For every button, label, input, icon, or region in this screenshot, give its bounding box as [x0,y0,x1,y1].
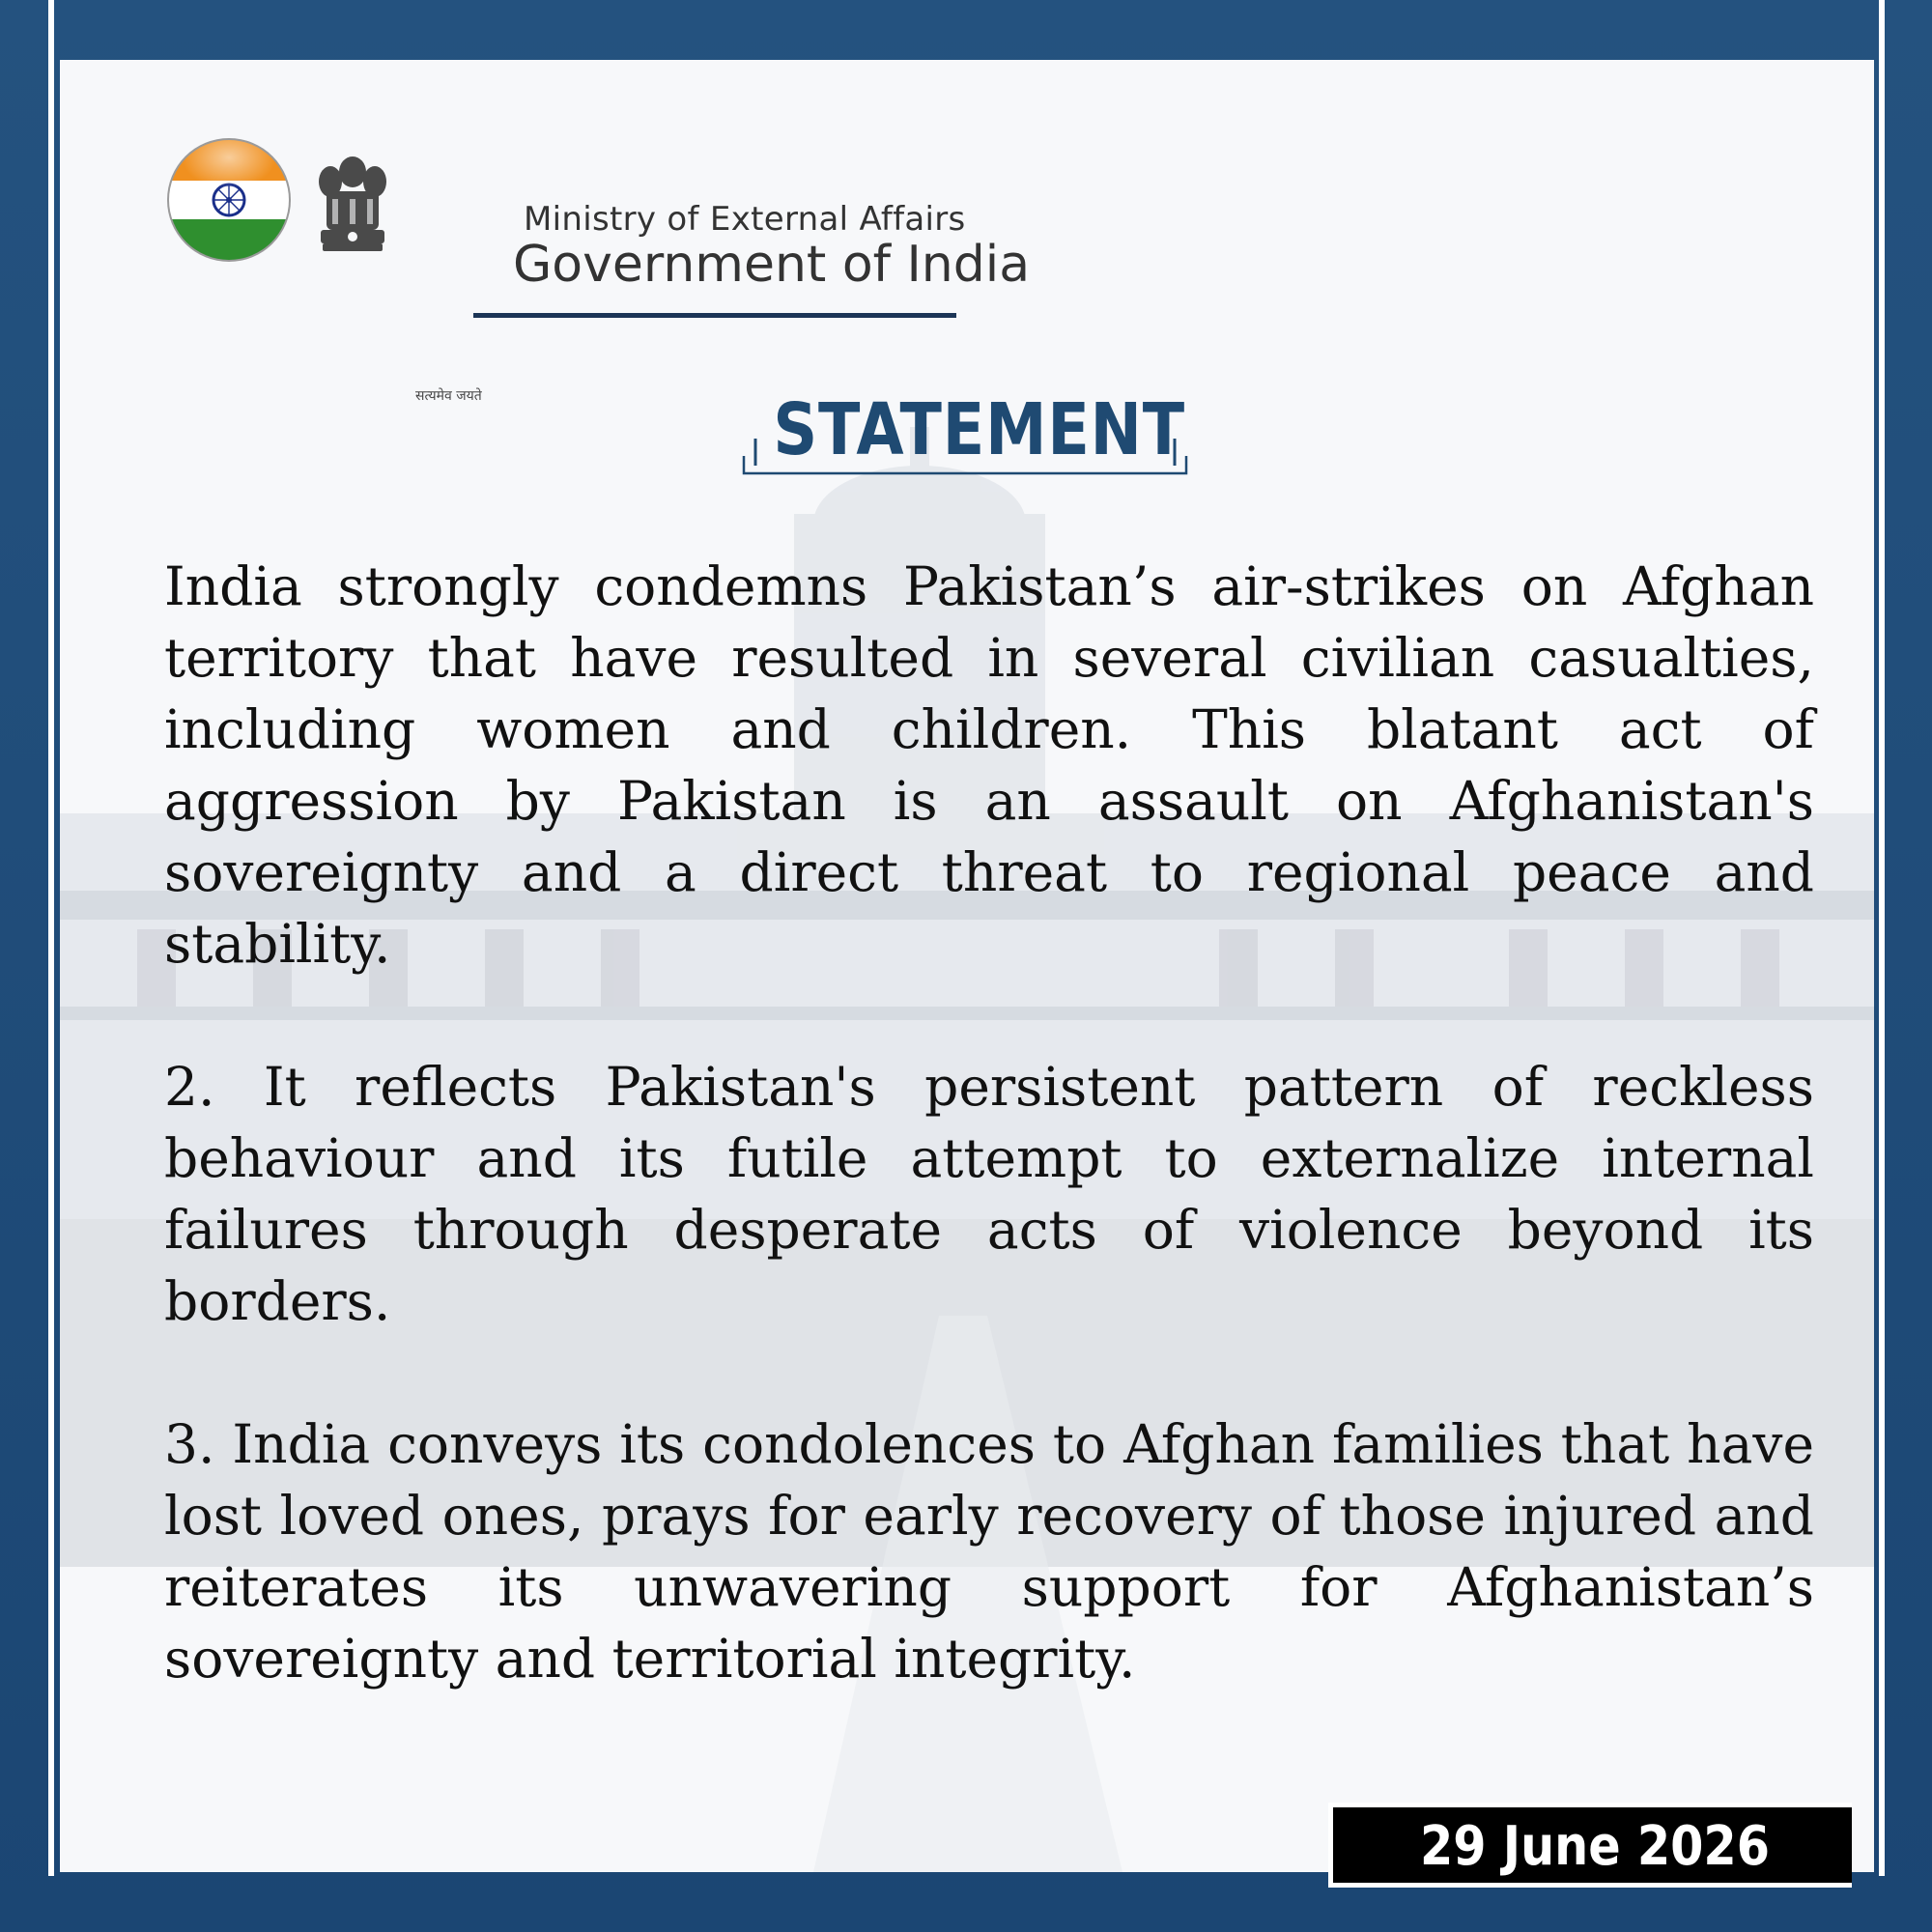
date-banner [1328,1803,1852,1888]
statement-card [60,60,1874,1872]
paragraph-2: 2. It reflects Pakistan's persistent pattern of reckless behaviour and its futile attempt to externalize internal failures through desperate acts of violence beyond its borders. [164,1056,1814,1332]
statement-title-block [742,388,1188,477]
paragraph-3: 3. India conveys its condolences to Afghan families that have lost loved ones, prays for early recovery of those injured and reiterates its unwavering support for Afghanistan’s sovereignty and territorial integrity. [164,1413,1814,1690]
ministry-header [166,137,1036,404]
emblem-motto: सत्यमेव जयते [415,388,482,404]
indian-flag-badge-icon [166,137,292,263]
statement-date: 29 June 2026 [1420,1815,1770,1878]
right-frame-rule [1879,0,1885,1876]
header-underline [473,313,956,318]
left-frame-rule [48,0,54,1876]
ministry-name: Ministry of External Affairs [524,200,966,239]
government-name: Government of India [513,236,1031,294]
statement-title: STATEMENT [773,388,1186,471]
statement-body [164,551,1814,1694]
national-emblem-icon [309,143,396,278]
paragraph-1: India strongly condemns Pakistan’s air-strikes on Afghan territory that have resulted in several civilian casualties, including women and children. This blatant act of aggression by Pakistan is an assault on Afghanistan's sovereignty and a direct threat to regional peace and stability. [164,555,1814,975]
